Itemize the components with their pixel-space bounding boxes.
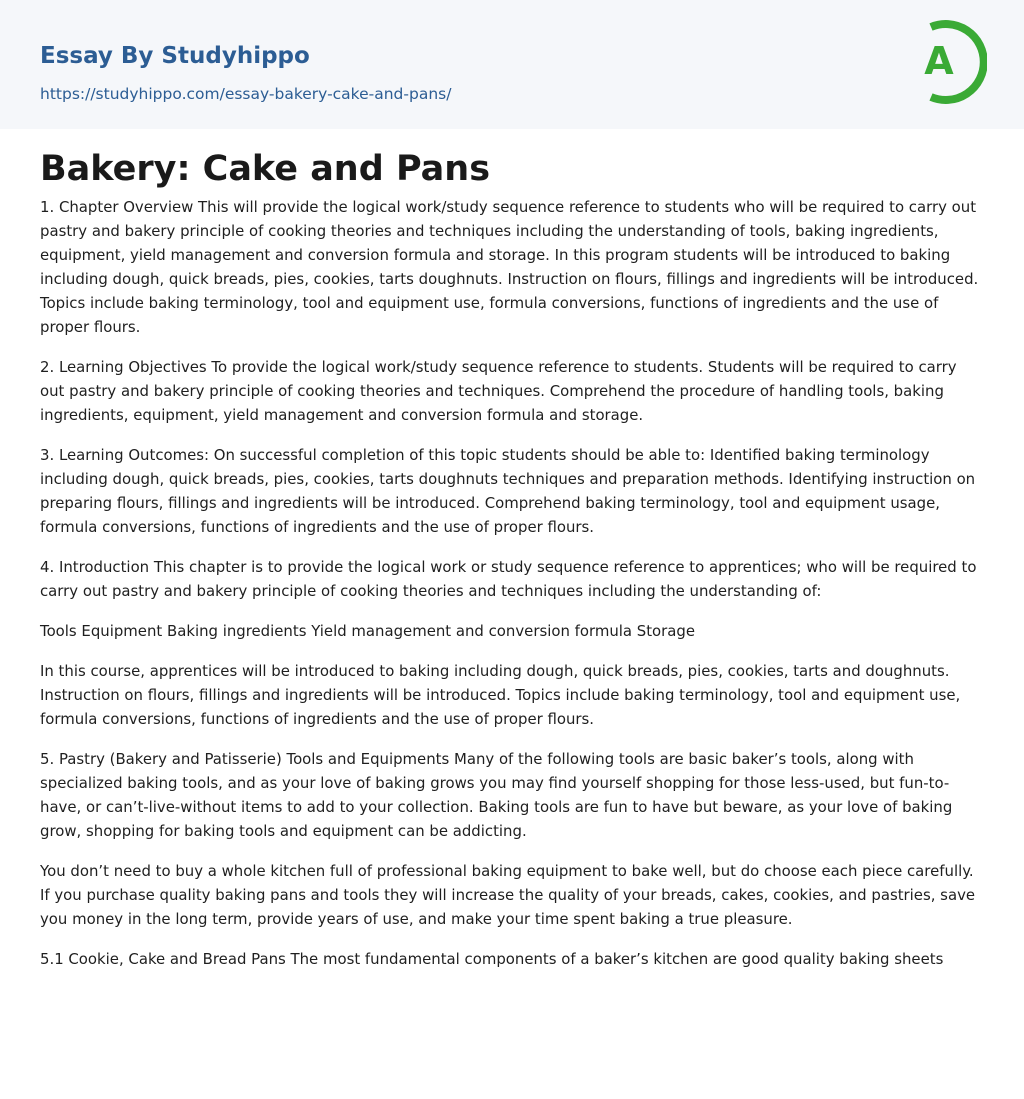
paragraph-pans: 5.1 Cookie, Cake and Bread Pans The most fundamental components of a baker’s kitchen are good quality baking sheets [40, 950, 944, 968]
page-url-link[interactable]: https://studyhippo.com/essay-bakery-cake-and-pans/ [40, 85, 452, 103]
paragraph-chapter-overview: 1. Chapter Overview This will provide the logical work/study sequence reference to students who will be required to carry out pastry and bakery principle of cooking theories and techniques including the understanding of tools, baking ingredients, equipment, yield management and conversion formula and storage. In this program students will be introduced to baking including dough, quick breads, pies, cookies, tarts doughnuts. Instruction on flours, fillings and ingredients will be introduced. Topics include baking terminology, tool and equipment use, formula conversions, functions of ingredients and the use of proper flours. [40, 198, 979, 336]
studyhippo-logo-icon[interactable] [911, 18, 987, 106]
paragraph-learning-objectives: 2. Learning Objectives To provide the logical work/study sequence reference to students. Students will be required to carry out pastry and bakery principle of cooking theories and techniques. Comprehend the procedure of handling tools, baking ingredients, equipment, yield management and conversion formula and storage. [40, 358, 957, 424]
article-title: Bakery: Cake and Pans [40, 149, 491, 189]
paragraph-tools-and-equipments: 5. Pastry (Bakery and Patisserie) Tools and Equipments Many of the following tools are basic baker’s tools, along with specialized baking tools, and as your love of baking grows you may find yourself shopping for those less-used, but fun-to-have, or can’t-live-without items to add to your collection. Baking tools are fun to have but beware, as your love of baking grow, shopping for baking tools and equipment can be addicting. [40, 750, 953, 840]
paragraph-introduction: 4. Introduction This chapter is to provide the logical work or study sequence reference to apprentices; who will be required to carry out pastry and bakery principle of cooking theories and techniques including the understanding of: [40, 558, 977, 600]
paragraph-course-description: In this course, apprentices will be introduced to baking including dough, quick breads, pies, cookies, tarts and doughnuts. Instruction on flours, fillings and ingredients will be introduced. Topics include baking terminology, tool and equipment use, formula conversions, functions of ingredients and the use of proper flours. [40, 662, 961, 728]
paragraph-learning-outcomes: 3. Learning Outcomes: On successful completion of this topic students should be able to: Identified baking terminology including dough, quick breads, pies, cookies, tarts doughnuts techniques and preparation methods. Identifying instruction on preparing flours, fillings and ingredients will be introduced. Comprehend baking terminology, tool and equipment usage, formula conversions, functions of ingredients and the use of proper flours. [40, 446, 976, 536]
paragraph-buying-advice: You don’t need to buy a whole kitchen full of professional baking equipment to bake well, but do choose each piece carefully. If you purchase quality baking pans and tools they will increase the quality of your breads, cakes, cookies, and pastries, save you money in the long term, provide years of use, and make your time spent baking a true pleasure. [40, 862, 976, 928]
site-header [0, 0, 1024, 129]
article [40, 147, 984, 987]
logo-letter: A [924, 39, 954, 83]
brand-title[interactable]: Essay By Studyhippo [40, 43, 310, 69]
paragraph-topics-list: Tools Equipment Baking ingredients Yield management and conversion formula Storage [40, 622, 696, 640]
